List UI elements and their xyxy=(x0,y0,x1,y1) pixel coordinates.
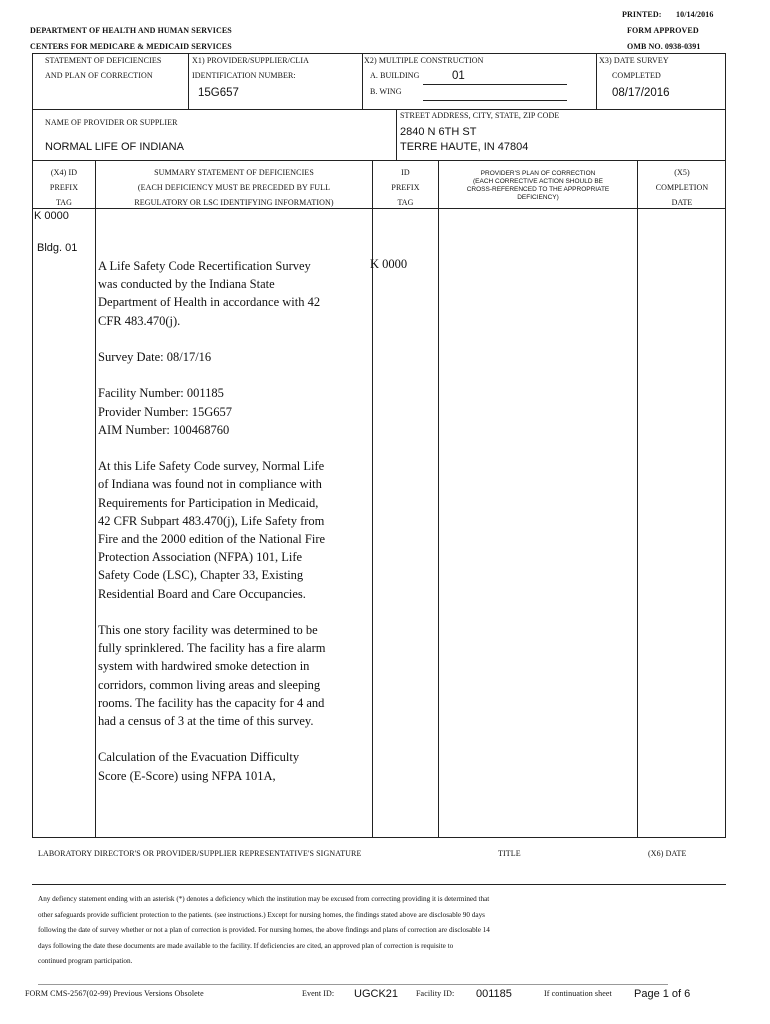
facility-id-value: 001185 xyxy=(476,988,512,1000)
event-id-label: Event ID: xyxy=(302,989,335,998)
building-label: A. BUILDING xyxy=(370,71,420,80)
continuation-label: If continuation sheet xyxy=(544,989,612,998)
col-header-plan: PROVIDER'S PLAN OF CORRECTION (EACH CORRECTIVE ACTION SHOULD BE CROSS-REFERENCED TO THE APPROPRIATE DEFICIENCY) xyxy=(466,170,610,201)
printed-label: PRINTED: xyxy=(622,10,662,19)
address-label: STREET ADDRESS, CITY, STATE, ZIP CODE xyxy=(400,111,560,120)
date-survey-label-2: COMPLETED xyxy=(612,71,661,80)
provider-id-label-1: X1) PROVIDER/SUPPLIER/CLIA xyxy=(192,56,310,65)
signature-label: LABORATORY DIRECTOR'S OR PROVIDER/SUPPLIER REPRESENTATIVE'S SIGNATURE xyxy=(38,849,362,858)
summary-paragraph: This one story facility was determined to be fully sprinklered. The facility has a fire alarm system with hardwired smoke detection in corridors, common living areas and sleeping rooms. The facility has the capacity for 4 and had a census of 3 at the time of this survey. xyxy=(98,623,326,729)
building-tag: Bldg. 01 xyxy=(37,242,78,254)
form-approved: FORM APPROVED xyxy=(627,26,699,35)
provider-block xyxy=(32,109,726,161)
provider-name-label: NAME OF PROVIDER OR SUPPLIER xyxy=(45,118,178,127)
department-name: DEPARTMENT OF HEALTH AND HUMAN SERVICES xyxy=(30,26,232,35)
col-header-id: ID PREFIX TAG xyxy=(391,168,420,207)
building-value: 01 xyxy=(452,70,465,82)
summary-paragraph: At this Life Safety Code survey, Normal Life of Indiana was found not in compliance with Requirements for Participation in Medicaid, 42 CFR Subpart 483.470(j), Life Safety from Fire and the 2000 edition of the National Fire Protection Association (NFPA) 101, Life Safety Code (LSC), Chapter 33, Existing Residential Board and Care Occupancies. xyxy=(98,459,326,601)
printed-date: 10/14/2016 xyxy=(676,10,714,19)
date-label: (X6) DATE xyxy=(648,849,687,858)
address-line-1: 2840 N 6TH ST xyxy=(400,126,477,138)
statement-label-1: STATEMENT OF DEFICIENCIES xyxy=(45,56,162,65)
summary-paragraph: A Life Safety Code Recertification Survey was conducted by the Indiana State Department of Health in accordance with 42 CFR 483.470(j). xyxy=(98,259,321,328)
provider-id-label-2: IDENTIFICATION NUMBER: xyxy=(192,71,296,80)
statement-label-2: AND PLAN OF CORRECTION xyxy=(45,71,153,80)
date-survey-value: 08/17/2016 xyxy=(612,87,670,99)
col-header-x4: (X4) ID PREFIX TAG xyxy=(49,168,79,207)
page-number: Page 1 of 6 xyxy=(634,988,691,1000)
multiple-construction-label: X2) MULTIPLE CONSTRUCTION xyxy=(364,56,484,65)
disclaimer: Any defiency statement ending with an asterisk (*) denotes a deficiency which the institution may be excused from correcting providing it is determined that other safeguards provide sufficient protection to the patients. (see instructions.) Except for nursing homes, the findings stated above are disclosable 90 days following the date of survey whether or not a plan of correction is provided. For nursing homes, the above findings and plans of correction are disclosable 14 days following the date these documents are made available to the facility. If deficiencies are cited, an approved plan of correction is requisite to continued program participation. xyxy=(38,895,490,966)
summary-paragraph: Calculation of the Evacuation Difficulty Score (E-Score) using NFPA 101A, xyxy=(98,750,300,783)
date-survey-label-1: X3) DATE SURVEY xyxy=(599,56,669,65)
address-line-2: TERRE HAUTE, IN 47804 xyxy=(400,141,529,153)
summary-paragraph: Facility Number: 001185 Provider Number: 15G657 AIM Number: 100468760 xyxy=(98,386,233,437)
event-id-value: UGCK21 xyxy=(354,988,399,1000)
prefix-tag: K 0000 xyxy=(34,210,69,222)
summary-paragraph: Survey Date: 08/17/16 xyxy=(98,350,212,364)
facility-id-label: Facility ID: xyxy=(416,989,455,998)
correction-prefix-tag: K 0000 xyxy=(370,257,408,271)
wing-label: B. WING xyxy=(370,87,402,96)
omb-number: OMB NO. 0938-0391 xyxy=(627,42,701,51)
provider-id-value: 15G657 xyxy=(198,87,239,99)
centers-name: CENTERS FOR MEDICARE & MEDICAID SERVICES xyxy=(30,42,232,51)
form-number: FORM CMS-2567(02-99) Previous Versions Obsolete xyxy=(25,989,204,998)
title-label: TITLE xyxy=(498,849,521,858)
provider-name-value: NORMAL LIFE OF INDIANA xyxy=(45,141,184,153)
col-header-summary: SUMMARY STATEMENT OF DEFICIENCIES (EACH DEFICIENCY MUST BE PRECEDED BY FULL REGULATORY OR LSC IDENTIFYING INFORMATION) xyxy=(134,168,334,207)
summary-statement xyxy=(98,257,330,803)
col-header-completion: (X5) COMPLETION DATE xyxy=(655,168,709,207)
